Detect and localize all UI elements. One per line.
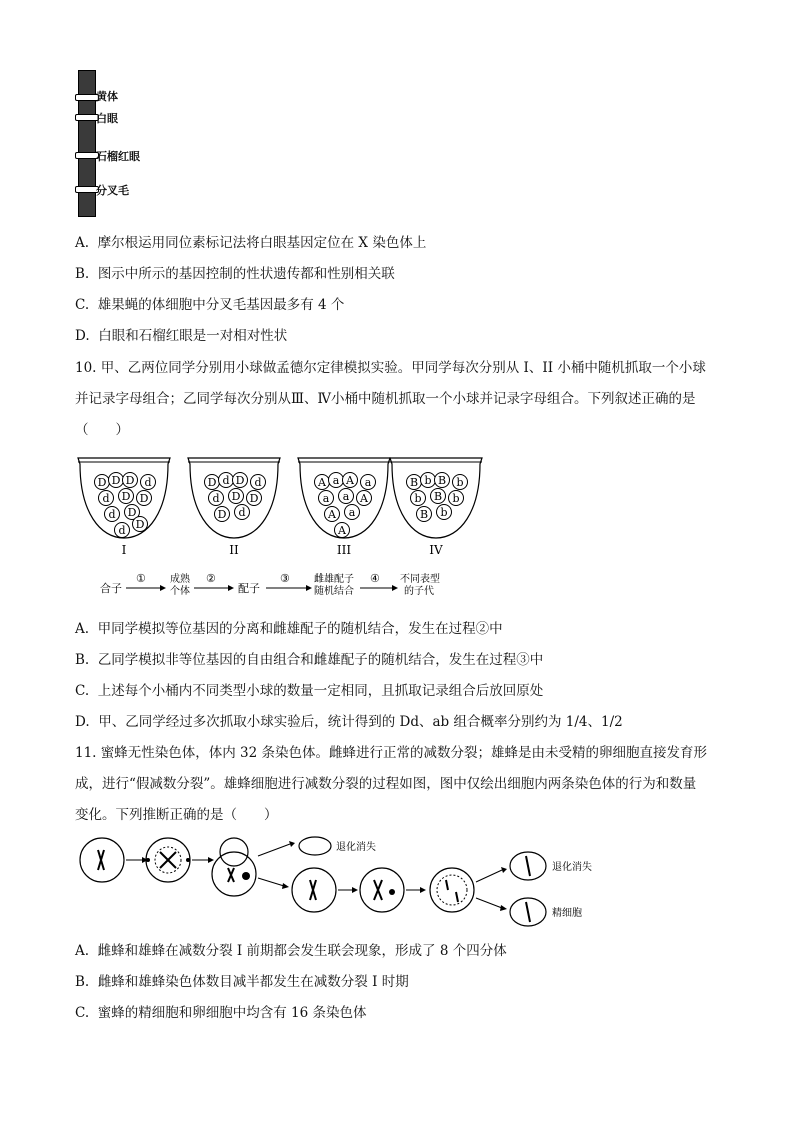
ball-label: D — [235, 474, 245, 487]
ball-label: b — [424, 474, 432, 487]
bucket-label: II — [229, 543, 239, 557]
ball-label: A — [360, 492, 368, 505]
q10-option-b: B. 乙同学模拟非等位基因的自由组合和雌雄配子的随机结合，发生在过程③中 — [75, 652, 544, 668]
ball-label: d — [108, 508, 116, 521]
q10-stem-line1: 10. 甲、乙两位同学分别用小球做孟德尔定律模拟实验。甲同学每次分别从 I、II 小桶中随机抓取一个小球 — [75, 360, 706, 376]
q11-option-b: B. 雌蜂和雄蜂染色体数目减半都发生在减数分裂 I 时期 — [75, 974, 409, 990]
chromosome-bar — [78, 70, 96, 217]
ball-label: B — [433, 490, 443, 503]
q9-option-c: C. 雄果蝇的体细胞中分叉毛基因最多有 4 个 — [75, 297, 345, 313]
meiosis-figure — [70, 832, 610, 932]
q10-option-d: D. 甲、乙同学经过多次抓取小球实验后，统计得到的 Dd、ab 组合概率分别约为 1/4、1/2 — [75, 714, 623, 730]
q10-option-a: A. 甲同学模拟等位基因的分离和雌雄配子的随机结合，发生在过程②中 — [75, 621, 503, 637]
ball-label: D — [111, 474, 121, 487]
cell-2 — [146, 838, 190, 882]
ball-label: D — [207, 476, 217, 489]
q9-option-a: A. 摩尔根运用同位素标记法将白眼基因定位在 X 染色体上 — [75, 235, 427, 251]
sperm-label: 精细胞 — [552, 908, 582, 919]
q11-stem-line3: 变化。下列推断正确的是（ ） — [75, 807, 278, 823]
bucket-label: IV — [429, 543, 443, 557]
flow-step-3: ③ — [280, 572, 290, 585]
ball-label: D — [231, 490, 241, 503]
bucket-4 — [390, 458, 482, 557]
ball-label: a — [342, 490, 350, 503]
q11-stem-line2: 成，进行“假减数分裂”。雄蜂细胞进行减数分裂的过程如图，图中仅绘出细胞内两条染色体的行为和数量 — [75, 776, 697, 792]
flow-step-1: ① — [136, 572, 146, 585]
ball-label: D — [217, 508, 227, 521]
q11-stem-line1: 11. 蜜蜂无性染色体，体内 32 条染色体。雌蜂进行正常的减数分裂；雄蜂是由未受精的卵细胞直接发育形 — [75, 745, 708, 761]
gene-label: 石榴红眼 — [96, 150, 140, 163]
ball-label: b — [440, 506, 448, 519]
flow-node-4b: 的子代 — [404, 586, 434, 597]
flow-node-3b: 随机结合 — [314, 586, 354, 597]
ball-label: d — [254, 476, 262, 489]
buckets-figure — [70, 452, 490, 612]
q10-answer-blank: （ ） — [75, 422, 129, 438]
degenerate-label-2: 退化消失 — [552, 862, 592, 873]
ball-label: D — [125, 474, 135, 487]
gene-label: 白眼 — [96, 112, 118, 125]
bucket-label: III — [336, 543, 352, 557]
gene-label: 黄体 — [96, 90, 118, 103]
bucket-1 — [78, 458, 170, 557]
bucket-label: I — [121, 543, 127, 557]
ball-label: A — [328, 508, 336, 521]
ball-label: b — [414, 492, 422, 505]
ball-label: B — [437, 474, 447, 487]
flow-step-4: ④ — [370, 572, 380, 585]
cell-6 — [430, 868, 474, 912]
flow-node-2: 配子 — [238, 582, 260, 595]
cell-5 — [360, 868, 404, 912]
ball-label: b — [452, 492, 460, 505]
cell-3 — [212, 838, 256, 896]
ball-label: d — [102, 492, 110, 505]
cell-7 — [510, 852, 546, 880]
ball-label: B — [409, 476, 419, 489]
ball-label: D — [121, 490, 131, 503]
ball-label: D — [127, 506, 137, 519]
flow-node-3a: 雌雄配子 — [314, 574, 354, 585]
ball-label: a — [348, 506, 356, 519]
ball-label: B — [419, 508, 429, 521]
ball-label: D — [249, 492, 259, 505]
bucket-3 — [298, 458, 390, 557]
flow-node-1b: 个体 — [170, 586, 190, 597]
cell-1 — [80, 838, 124, 882]
q11-option-c: C. 蜜蜂的精细胞和卵细胞中均含有 16 条染色体 — [75, 1005, 367, 1021]
ball-label: A — [318, 476, 326, 489]
flow-step-2: ② — [206, 572, 216, 585]
ball-label: d — [222, 474, 230, 487]
ball-label: a — [332, 474, 340, 487]
flow-start: 合子 — [100, 582, 122, 595]
cell-8 — [510, 898, 546, 926]
q11-option-a: A. 雌蜂和雄蜂在减数分裂 I 前期都会发生联会现象，形成了 8 个四分体 — [75, 943, 507, 959]
ball-label: d — [118, 524, 126, 537]
flow-diagram — [100, 572, 440, 597]
ball-label: b — [456, 476, 464, 489]
ball-label: D — [97, 476, 107, 489]
ball-label: A — [338, 524, 346, 537]
ball-label: a — [364, 476, 372, 489]
gene-label: 分叉毛 — [96, 184, 129, 197]
q10-stem-line2: 并记录字母组合；乙同学每次分别从Ⅲ、Ⅳ小桶中随机抓取一个小球并记录字母组合。下列叙述正确的是 — [75, 391, 696, 407]
ball-label: a — [322, 492, 330, 505]
flow-node-4a: 不同表型 — [400, 574, 440, 585]
q9-option-d: D. 白眼和石榴红眼是一对相对性状 — [75, 328, 288, 344]
cell-4 — [292, 868, 336, 912]
ball-label: A — [346, 474, 354, 487]
bucket-2 — [188, 458, 280, 557]
ball-label: d — [238, 506, 246, 519]
ball-label: D — [139, 492, 149, 505]
q10-option-c: C. 上述每个小桶内不同类型小球的数量一定相同，且抓取记录组合后放回原处 — [75, 683, 544, 699]
flow-node-1a: 成熟 — [170, 574, 190, 585]
ball-label: d — [144, 476, 152, 489]
degenerate-label-1: 退化消失 — [336, 842, 376, 853]
q9-option-b: B. 图示中所示的基因控制的性状遗传都和性别相关联 — [75, 266, 395, 282]
ball-label: d — [212, 492, 220, 505]
chromosome-figure — [70, 70, 170, 220]
ball-label: D — [135, 518, 145, 531]
